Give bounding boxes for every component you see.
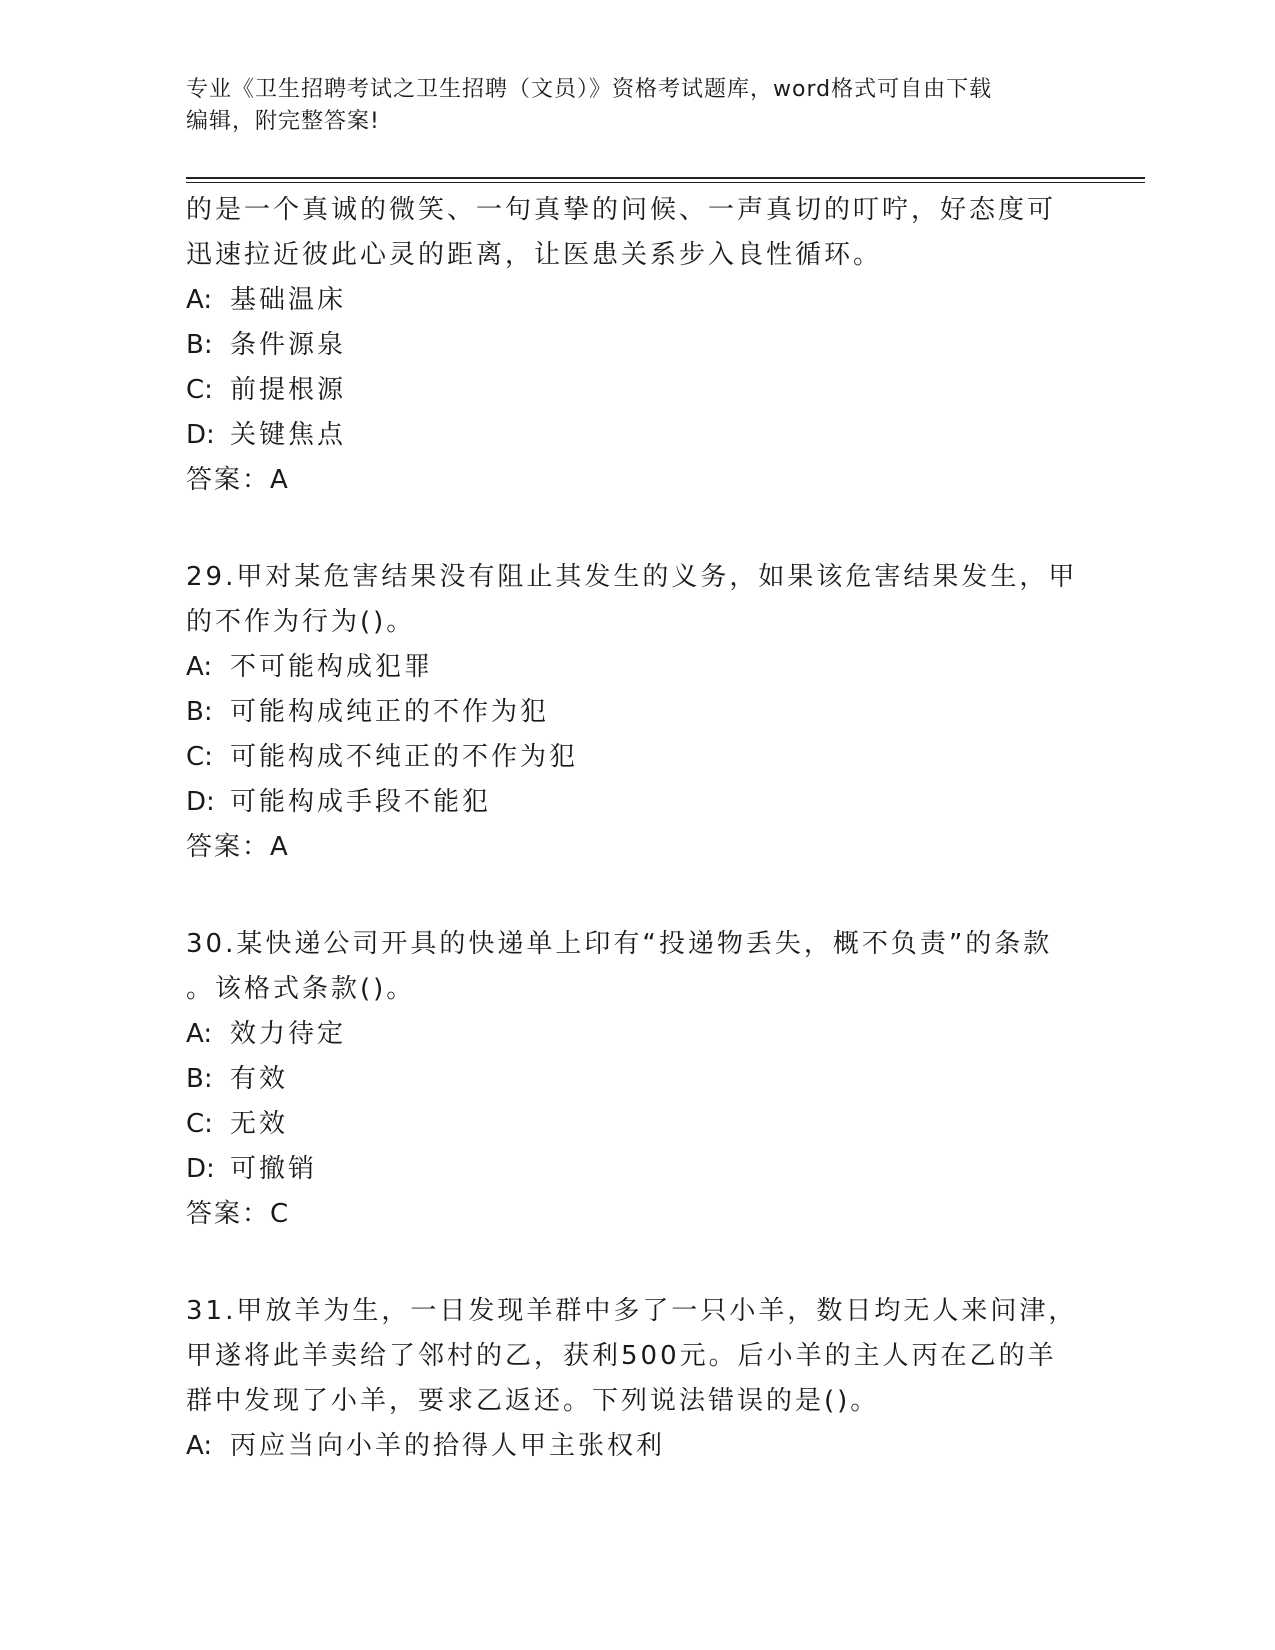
option-a [186,278,1086,323]
option-a [186,1424,1086,1469]
question-text-line: 。该格式条款()。 [186,974,416,1004]
answer-line: 答案：C [186,1199,291,1229]
option-text: 基础温床 [230,285,347,315]
header-divider-thick [186,177,1145,179]
question-29 [186,555,1086,870]
option-d [186,413,1086,458]
option-c [186,1102,1086,1147]
header-divider-thin [186,182,1145,183]
question-text-line: 甲遂将此羊卖给了邻村的乙，获利500元。后小羊的主人丙在乙的羊 [186,1341,1057,1371]
question-31 [186,1289,1086,1469]
option-d [186,780,1086,825]
option-b [186,323,1086,368]
option-b [186,1057,1086,1102]
option-d [186,1147,1086,1192]
option-key: A: [186,1431,213,1461]
question-text-line: 29.甲对某危害结果没有阻止其发生的义务，如果该危害结果发生，甲 [186,562,1078,592]
answer-line: 答案：A [186,465,290,495]
question-text-line: 30.某快递公司开具的快递单上印有“投递物丢失，概不负责”的条款 [186,929,1053,959]
question-text-line: 迅速拉近彼此心灵的距离，让医患关系步入良性循环。 [186,240,883,270]
question-text-line: 31.甲放羊为生，一日发现羊群中多了一只小羊，数日均无人来问津， [186,1296,1078,1326]
option-key: D: [186,1154,215,1184]
document-header [186,74,1066,138]
document-body [186,188,1086,1469]
header-line-1: 专业《卫生招聘考试之卫生招聘（文员）》资格考试题库，word格式可自由下载 [186,77,993,102]
option-key: B: [186,1064,213,1094]
answer-line: 答案：A [186,832,290,862]
option-text: 关键焦点 [230,420,347,450]
option-text: 可能构成纯正的不作为犯 [230,697,550,727]
option-text: 可能构成手段不能犯 [230,787,492,817]
option-text: 条件源泉 [230,330,347,360]
option-key: C: [186,742,213,772]
option-c [186,368,1086,413]
option-key: C: [186,1109,213,1139]
option-a [186,645,1086,690]
option-key: C: [186,375,213,405]
option-key: D: [186,787,215,817]
option-c [186,735,1086,780]
option-text: 效力待定 [230,1019,347,1049]
option-text: 可能构成不纯正的不作为犯 [230,742,579,772]
question-text-line: 的是一个真诚的微笑、一句真挚的问候、一声真切的叮咛，好态度可 [186,195,1057,225]
option-text: 可撤销 [230,1154,318,1184]
question-continuation [186,188,1086,503]
option-text: 无效 [230,1109,289,1139]
question-text-line: 的不作为行为()。 [186,607,416,637]
option-text: 有效 [230,1064,289,1094]
question-text-line: 群中发现了小羊，要求乙返还。下列说法错误的是()。 [186,1386,880,1416]
option-key: B: [186,330,213,360]
option-text: 丙应当向小羊的拾得人甲主张权利 [230,1431,666,1461]
option-key: A: [186,1019,213,1049]
option-key: A: [186,652,213,682]
option-a [186,1012,1086,1057]
question-30 [186,922,1086,1237]
option-text: 前提根源 [230,375,347,405]
option-b [186,690,1086,735]
option-key: A: [186,285,213,315]
option-text: 不可能构成犯罪 [230,652,434,682]
header-line-2: 编辑，附完整答案! [186,109,380,134]
option-key: B: [186,697,213,727]
option-key: D: [186,420,215,450]
